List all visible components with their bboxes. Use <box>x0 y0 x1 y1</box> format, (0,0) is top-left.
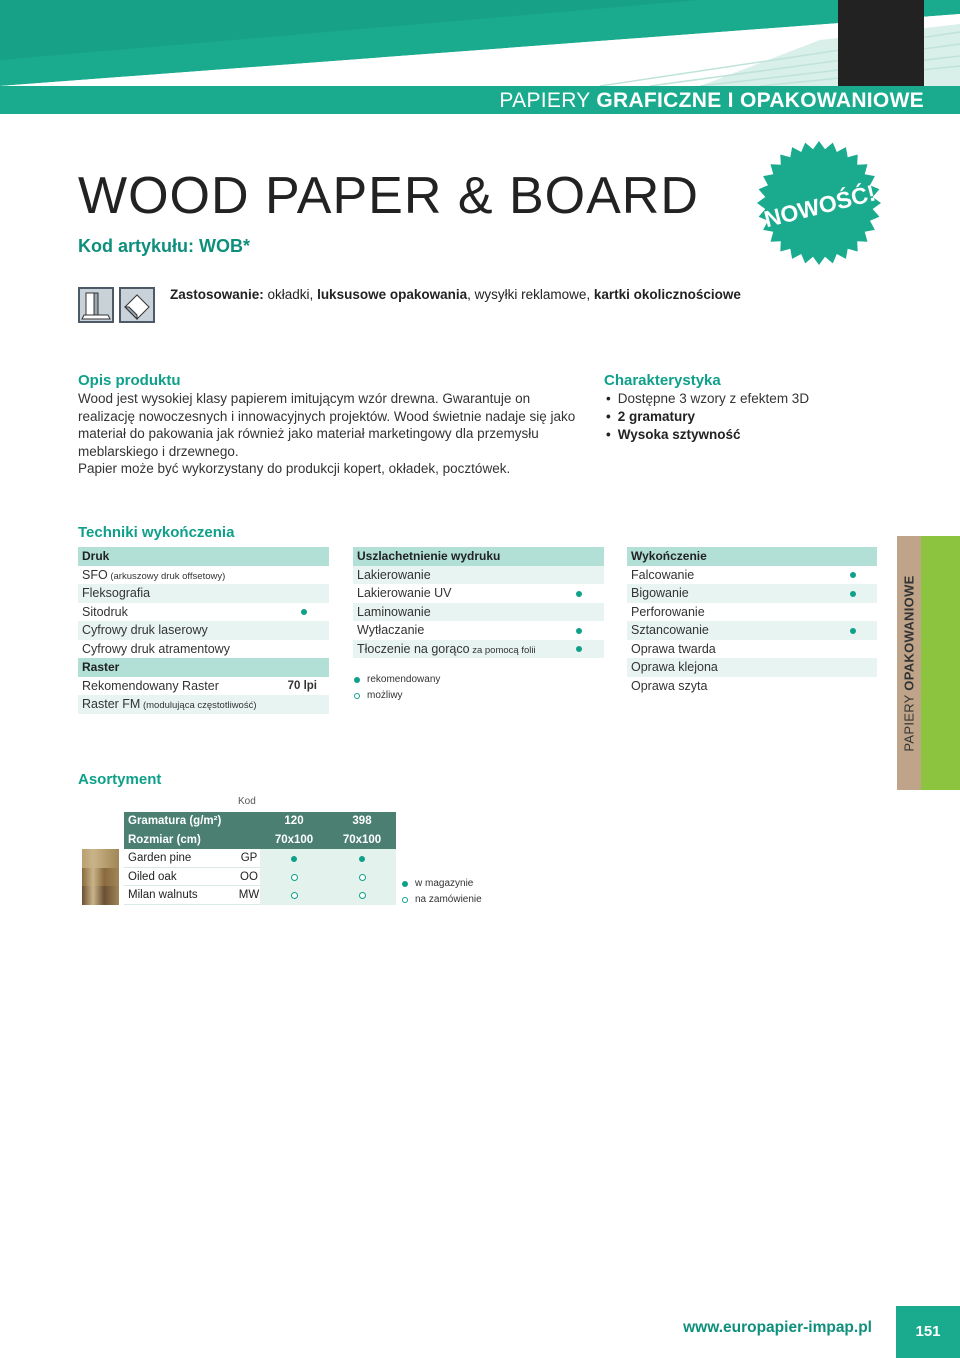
usage-text <box>170 287 741 302</box>
section-title-bold: GRAFICZNE I OPAKOWANIOWE <box>596 89 924 112</box>
recommended-dot <box>850 591 856 597</box>
gramatura-value: 398 <box>328 812 396 831</box>
characteristics-item: • Wysoka sztywność <box>604 426 904 444</box>
wood-swatch <box>82 849 119 868</box>
side-tab-bold: OPAKOWANIOWE <box>901 574 917 691</box>
binding-row: Oprawa klejona <box>627 658 877 677</box>
in-stock-dot <box>291 856 297 862</box>
in-stock-dot <box>402 881 408 887</box>
page-number: 151 <box>896 1306 960 1358</box>
print-row: Fleksografia <box>78 584 329 603</box>
recommended-dot <box>576 628 582 634</box>
in-stock-dot <box>359 856 365 862</box>
raster-head: Raster <box>78 658 329 677</box>
recommended-dot <box>576 646 582 652</box>
tloczenie-note: za pomocą folii <box>469 644 536 656</box>
finishing-uv-label: Lakierowanie UV <box>357 586 452 600</box>
techniques-legend <box>353 672 440 704</box>
section-title-light: PAPIERY <box>499 89 597 112</box>
raster-fm-label: Raster FM <box>82 697 141 711</box>
tloczenie-label: Tłoczenie na gorąco <box>357 641 470 656</box>
raster-fm-note: (modulująca częstotliwość) <box>140 700 257 711</box>
stock-cell <box>260 868 328 887</box>
sfo-label: SFO <box>82 567 108 582</box>
characteristics-item: • 2 gramatury <box>604 408 904 426</box>
on-order-dot <box>359 874 366 881</box>
print-row: Cyfrowy druk laserowy <box>78 621 329 640</box>
on-order-dot <box>402 897 408 903</box>
description-paragraph-1: Wood jest wysokiej klasy papierem imitującym wzór drewna. Gwarantuje on realizację nowoczesnych i innowacyjnych projektów. Wood świetnie nadaje się jako materiał do pakowania jak również jako materiał marketingowy dla przemysłu meblarskiego i drzewnego. <box>78 391 576 459</box>
raster-row-recommended <box>78 677 329 696</box>
legend-on-order-label: na zamówienie <box>415 894 482 905</box>
product-title: WOOD PAPER & BOARD <box>78 167 699 225</box>
legend-possible-label: możliwy <box>367 690 403 701</box>
corner-block <box>838 0 924 86</box>
assortment-name: Milan walnuts <box>124 886 238 905</box>
stock-cell <box>328 849 396 868</box>
characteristics-item: • Dostępne 3 wzory z efektem 3D <box>604 390 904 408</box>
product-description <box>78 372 578 478</box>
recommended-dot <box>354 677 360 683</box>
assortment-code: MW <box>238 886 260 905</box>
binding-table <box>627 547 877 695</box>
binding-row-sztancowanie <box>627 621 877 640</box>
legend-recommended <box>353 672 440 688</box>
legend-recommended-label: rekomendowany <box>367 674 441 685</box>
finishing-row: Lakierowanie <box>353 566 604 585</box>
folder-icon <box>78 287 114 323</box>
website-link[interactable]: www.europapier-impap.pl <box>683 1319 872 1336</box>
usage-t1: okładki, <box>263 287 318 302</box>
stock-legend <box>401 876 482 908</box>
assortment-name: Oiled oak <box>124 868 238 887</box>
side-tab-accent <box>921 536 960 790</box>
legend-on-order <box>401 892 482 908</box>
box-icon <box>119 287 155 323</box>
binding-row: Perforowanie <box>631 604 705 619</box>
code-column-header: Kod <box>238 796 256 807</box>
print-row-sfo <box>78 566 329 585</box>
new-badge <box>756 140 882 266</box>
description-paragraph-2: Papier może być wykorzystany do produkcji kopert, okładek, pocztówek. <box>78 461 511 476</box>
finishing-row-tloczenie <box>353 640 604 659</box>
usage-label: Zastosowanie: <box>170 287 264 302</box>
binding-row-bigowanie <box>627 584 877 603</box>
assortment-code: OO <box>238 868 260 887</box>
on-order-dot <box>359 892 366 899</box>
binding-row-falcowanie <box>627 566 877 585</box>
assortment-code: GP <box>238 849 260 868</box>
print-row-sitodruk <box>78 603 329 622</box>
finishing-wytlaczanie-label: Wytłaczanie <box>357 623 425 637</box>
binding-row: Oprawa szyta <box>631 678 708 693</box>
print-row: Cyfrowy druk atramentowy <box>82 641 230 656</box>
raster-row-fm <box>78 695 329 714</box>
gramatura-value: 120 <box>260 812 328 831</box>
code-column-cell <box>238 831 260 850</box>
stock-cell <box>328 868 396 887</box>
side-tab-label <box>897 536 921 790</box>
possible-dot <box>354 693 360 699</box>
recommended-dot <box>301 609 307 615</box>
gramatura-label: Gramatura (g/m²) <box>124 812 238 831</box>
usage-b2: kartki okolicznościowe <box>593 287 741 302</box>
on-order-dot <box>291 874 298 881</box>
side-tab-light: PAPIERY <box>901 690 917 752</box>
finishing-row-uv <box>353 584 604 603</box>
sfo-note: (arkuszowy druk offsetowy) <box>107 570 226 582</box>
finishing-row-wytlaczanie <box>353 621 604 640</box>
recommended-dot <box>850 628 856 634</box>
finishing-table <box>353 547 604 658</box>
print-table <box>78 547 329 714</box>
assortment-name: Garden pine <box>124 849 238 868</box>
legend-possible <box>353 688 440 704</box>
print-head: Druk <box>78 547 329 566</box>
stock-cell <box>260 886 328 905</box>
code-column-cell <box>238 812 260 831</box>
usage-t2: , wysyłki reklamowe, <box>467 287 594 302</box>
binding-row: Oprawa twarda <box>631 641 716 656</box>
description-heading: Opis produktu <box>78 372 181 389</box>
binding-label: Bigowanie <box>631 586 689 600</box>
characteristics <box>604 372 904 444</box>
wood-swatch <box>82 886 119 905</box>
recommended-dot <box>850 572 856 578</box>
binding-label: Falcowanie <box>631 567 695 582</box>
characteristics-heading: Charakterystyka <box>604 372 721 389</box>
finishing-row: Laminowanie <box>353 603 604 622</box>
stock-cell <box>328 886 396 905</box>
on-order-dot <box>291 892 298 899</box>
binding-label: Sztancowanie <box>631 623 709 637</box>
finishing-head: Uszlachetnienie wydruku <box>353 547 604 566</box>
product-code: Kod artykułu: WOB* <box>78 236 251 256</box>
legend-in-stock-label: w magazynie <box>415 878 474 889</box>
usage-b1: luksusowe opakowania <box>317 287 468 302</box>
recommended-dot <box>576 591 582 597</box>
sitodruk-label: Sitodruk <box>82 604 128 619</box>
legend-in-stock <box>401 876 482 892</box>
new-badge-text: NOWOŚĆ! <box>761 179 879 233</box>
rozmiar-label: Rozmiar (cm) <box>124 831 238 850</box>
assortment-heading: Asortyment <box>78 771 162 788</box>
rozmiar-value: 70x100 <box>328 831 396 850</box>
raster-rec-label: Rekomendowany Raster <box>82 678 219 693</box>
stock-cell <box>260 849 328 868</box>
techniques-heading: Techniki wykończenia <box>78 524 235 541</box>
section-title <box>499 86 924 114</box>
wood-swatch <box>82 868 119 887</box>
raster-rec-value: 70 lpi <box>287 679 317 692</box>
binding-head: Wykończenie <box>627 547 877 566</box>
rozmiar-value: 70x100 <box>260 831 328 850</box>
